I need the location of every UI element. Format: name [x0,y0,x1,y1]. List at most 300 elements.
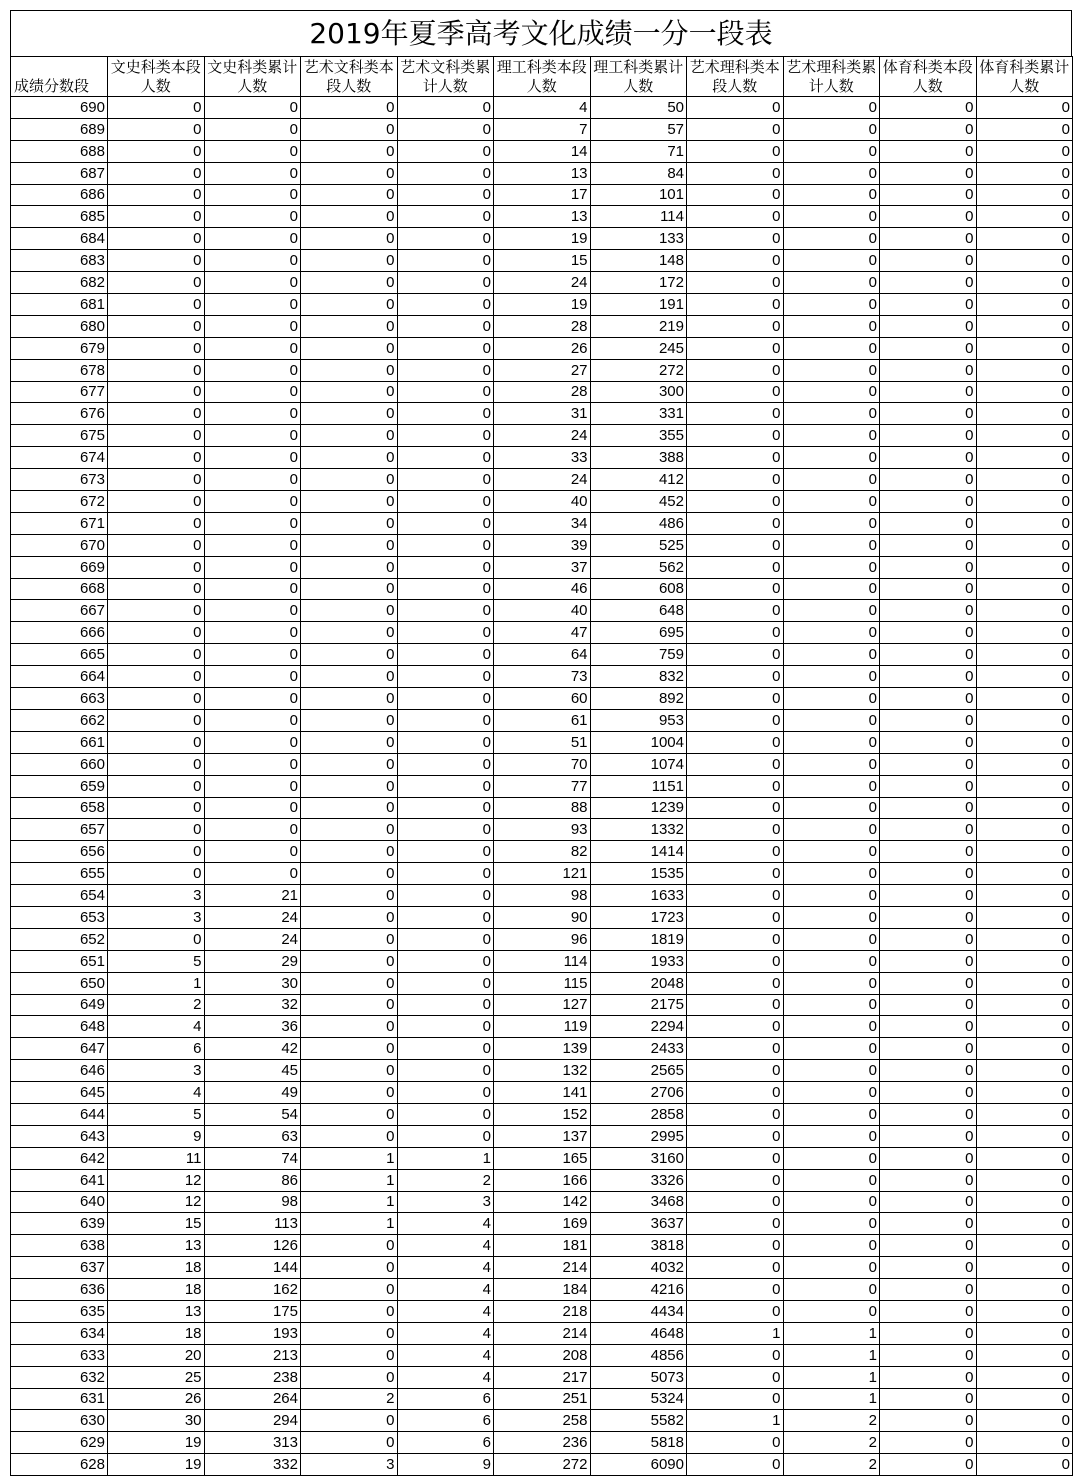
table-row [11,1125,1073,1147]
count-cell: 0 [687,688,784,710]
count-cell: 0 [301,666,398,688]
count-cell: 0 [976,1169,1073,1191]
count-cell: 175 [204,1300,301,1322]
count-cell: 0 [976,1410,1073,1432]
table-row [11,753,1073,775]
count-cell: 0 [880,425,977,447]
count-cell: 213 [204,1344,301,1366]
count-cell: 0 [880,709,977,731]
count-cell: 0 [880,1060,977,1082]
count-cell: 0 [397,797,494,819]
table-row [11,731,1073,753]
score-cell: 675 [11,425,108,447]
count-cell: 0 [976,1279,1073,1301]
score-cell: 648 [11,1016,108,1038]
count-cell: 0 [880,1300,977,1322]
count-cell: 0 [301,118,398,140]
count-cell: 0 [880,1213,977,1235]
count-cell: 0 [976,1103,1073,1125]
count-cell: 0 [783,512,880,534]
count-cell: 0 [976,228,1073,250]
table-row [11,1344,1073,1366]
count-cell: 3 [108,885,205,907]
count-cell: 0 [783,1103,880,1125]
count-cell: 2 [397,1169,494,1191]
count-cell: 0 [976,1235,1073,1257]
count-cell: 3 [301,1454,398,1476]
count-cell: 166 [494,1169,591,1191]
count-cell: 0 [204,644,301,666]
count-cell: 21 [204,885,301,907]
count-cell: 0 [397,863,494,885]
count-cell: 0 [397,731,494,753]
table-row [11,1432,1073,1454]
count-cell: 0 [687,140,784,162]
score-cell: 653 [11,906,108,928]
count-cell: 0 [880,118,977,140]
count-cell: 0 [880,294,977,316]
count-cell: 0 [204,534,301,556]
count-cell: 40 [494,491,591,513]
page-title: 2019年夏季高考文化成绩一分一段表 [10,10,1072,56]
score-cell: 643 [11,1125,108,1147]
count-cell: 96 [494,928,591,950]
table-row [11,250,1073,272]
score-cell: 645 [11,1082,108,1104]
count-cell: 0 [783,447,880,469]
count-cell: 0 [397,381,494,403]
count-cell: 0 [976,863,1073,885]
count-cell: 0 [397,250,494,272]
table-row [11,1103,1073,1125]
table-row [11,600,1073,622]
count-cell: 0 [880,381,977,403]
count-cell: 0 [687,797,784,819]
table-row [11,885,1073,907]
count-cell: 0 [687,1060,784,1082]
count-cell: 0 [397,294,494,316]
count-cell: 0 [301,294,398,316]
count-cell: 0 [687,118,784,140]
count-cell: 0 [687,162,784,184]
count-cell: 6 [397,1388,494,1410]
count-cell: 0 [880,819,977,841]
count-cell: 0 [301,1322,398,1344]
count-cell: 0 [301,731,398,753]
count-cell: 0 [204,512,301,534]
count-cell: 0 [976,1147,1073,1169]
count-cell: 0 [108,578,205,600]
count-cell: 2 [783,1432,880,1454]
count-cell: 0 [301,162,398,184]
count-cell: 0 [397,666,494,688]
count-cell: 0 [687,622,784,644]
count-cell: 0 [397,1103,494,1125]
count-cell: 0 [783,644,880,666]
count-cell: 0 [301,425,398,447]
count-cell: 0 [108,534,205,556]
count-cell: 0 [204,184,301,206]
count-cell: 0 [204,469,301,491]
table-row [11,184,1073,206]
count-cell: 0 [301,447,398,469]
count-cell: 73 [494,666,591,688]
score-cell: 689 [11,118,108,140]
count-cell: 88 [494,797,591,819]
table-row [11,578,1073,600]
count-cell: 18 [108,1322,205,1344]
count-cell: 0 [301,315,398,337]
count-cell: 0 [204,600,301,622]
column-header-art-science-cumulative: 艺术理科类累计人数 [783,57,880,97]
table-row [11,118,1073,140]
score-cell: 649 [11,994,108,1016]
count-cell: 0 [976,775,1073,797]
count-cell: 11 [108,1147,205,1169]
count-cell: 0 [783,994,880,1016]
count-cell: 0 [976,906,1073,928]
count-cell: 0 [301,97,398,119]
count-cell: 208 [494,1344,591,1366]
count-cell: 0 [687,381,784,403]
count-cell: 0 [880,906,977,928]
count-cell: 0 [976,1038,1073,1060]
score-cell: 630 [11,1410,108,1432]
count-cell: 5324 [590,1388,687,1410]
count-cell: 0 [397,950,494,972]
count-cell: 0 [108,644,205,666]
count-cell: 0 [301,403,398,425]
count-cell: 133 [590,228,687,250]
count-cell: 0 [687,228,784,250]
count-cell: 0 [687,272,784,294]
count-cell: 0 [783,1060,880,1082]
count-cell: 54 [204,1103,301,1125]
count-cell: 0 [976,512,1073,534]
count-cell: 0 [687,819,784,841]
count-cell: 9 [397,1454,494,1476]
count-cell: 3468 [590,1191,687,1213]
count-cell: 0 [301,206,398,228]
count-cell: 0 [301,140,398,162]
score-cell: 640 [11,1191,108,1213]
count-cell: 0 [301,228,398,250]
count-cell: 0 [783,184,880,206]
count-cell: 214 [494,1257,591,1279]
count-cell: 0 [880,162,977,184]
count-cell: 608 [590,578,687,600]
count-cell: 2 [783,1454,880,1476]
count-cell: 648 [590,600,687,622]
count-cell: 0 [301,972,398,994]
count-cell: 0 [397,359,494,381]
count-cell: 126 [204,1235,301,1257]
count-cell: 30 [108,1410,205,1432]
count-cell: 0 [880,885,977,907]
score-distribution-sheet [10,10,1072,1476]
count-cell: 0 [976,381,1073,403]
count-cell: 6 [397,1432,494,1454]
count-cell: 60 [494,688,591,710]
count-cell: 0 [687,425,784,447]
count-cell: 0 [687,863,784,885]
count-cell: 0 [301,1038,398,1060]
table-row [11,1454,1073,1476]
count-cell: 5 [108,1103,205,1125]
count-cell: 184 [494,1279,591,1301]
count-cell: 0 [880,1103,977,1125]
count-cell: 0 [301,1082,398,1104]
count-cell: 0 [397,819,494,841]
count-cell: 0 [108,863,205,885]
count-cell: 0 [204,863,301,885]
count-cell: 0 [397,206,494,228]
count-cell: 0 [687,994,784,1016]
table-row [11,972,1073,994]
table-row [11,1082,1073,1104]
count-cell: 0 [880,600,977,622]
count-cell: 0 [204,315,301,337]
count-cell: 0 [783,972,880,994]
count-cell: 30 [204,972,301,994]
count-cell: 50 [590,97,687,119]
score-cell: 655 [11,863,108,885]
count-cell: 2 [108,994,205,1016]
count-cell: 0 [976,600,1073,622]
count-cell: 0 [783,140,880,162]
count-cell: 0 [108,381,205,403]
count-cell: 217 [494,1366,591,1388]
count-cell: 0 [301,1410,398,1432]
count-cell: 137 [494,1125,591,1147]
count-cell: 3 [397,1191,494,1213]
score-cell: 673 [11,469,108,491]
count-cell: 0 [687,1213,784,1235]
count-cell: 2858 [590,1103,687,1125]
table-row [11,644,1073,666]
count-cell: 525 [590,534,687,556]
count-cell: 0 [301,272,398,294]
count-cell: 0 [108,491,205,513]
table-row [11,556,1073,578]
count-cell: 0 [783,731,880,753]
count-cell: 0 [108,184,205,206]
count-cell: 0 [880,272,977,294]
count-cell: 0 [880,688,977,710]
count-cell: 1 [783,1388,880,1410]
count-cell: 0 [397,600,494,622]
count-cell: 1819 [590,928,687,950]
count-cell: 0 [976,885,1073,907]
table-row [11,337,1073,359]
count-cell: 0 [783,688,880,710]
count-cell: 0 [976,731,1073,753]
column-header-score: 成绩分数段 [11,57,108,97]
count-cell: 0 [397,885,494,907]
count-cell: 0 [301,622,398,644]
count-cell: 0 [976,1016,1073,1038]
count-cell: 25 [108,1366,205,1388]
column-header-liberal-arts-cumulative: 文史科类累计人数 [204,57,301,97]
count-cell: 4 [397,1257,494,1279]
count-cell: 219 [590,315,687,337]
count-cell: 2433 [590,1038,687,1060]
count-cell: 0 [976,1300,1073,1322]
count-cell: 0 [880,972,977,994]
count-cell: 1004 [590,731,687,753]
count-cell: 26 [494,337,591,359]
count-cell: 9 [108,1125,205,1147]
count-cell: 0 [301,1300,398,1322]
count-cell: 1 [301,1147,398,1169]
count-cell: 4216 [590,1279,687,1301]
count-cell: 3818 [590,1235,687,1257]
table-row [11,994,1073,1016]
count-cell: 19 [108,1432,205,1454]
count-cell: 12 [108,1191,205,1213]
count-cell: 0 [783,162,880,184]
count-cell: 0 [301,906,398,928]
table-row [11,863,1073,885]
score-cell: 638 [11,1235,108,1257]
table-row [11,403,1073,425]
count-cell: 0 [880,1366,977,1388]
count-cell: 0 [880,797,977,819]
table-row [11,228,1073,250]
score-cell: 634 [11,1322,108,1344]
table-row [11,666,1073,688]
count-cell: 0 [687,447,784,469]
count-cell: 0 [880,1388,977,1410]
count-cell: 0 [397,688,494,710]
table-row [11,162,1073,184]
count-cell: 236 [494,1432,591,1454]
count-cell: 90 [494,906,591,928]
count-cell: 0 [976,578,1073,600]
count-cell: 0 [301,644,398,666]
count-cell: 4 [108,1082,205,1104]
count-cell: 245 [590,337,687,359]
count-cell: 0 [204,337,301,359]
count-cell: 7 [494,118,591,140]
count-cell: 0 [301,1235,398,1257]
count-cell: 0 [880,491,977,513]
count-cell: 5073 [590,1366,687,1388]
count-cell: 0 [108,753,205,775]
count-cell: 0 [976,469,1073,491]
score-cell: 667 [11,600,108,622]
count-cell: 0 [880,1147,977,1169]
count-cell: 0 [880,1344,977,1366]
count-cell: 0 [880,1235,977,1257]
count-cell: 19 [494,294,591,316]
count-cell: 0 [976,97,1073,119]
score-cell: 664 [11,666,108,688]
count-cell: 0 [783,534,880,556]
count-cell: 0 [783,753,880,775]
count-cell: 0 [880,753,977,775]
count-cell: 13 [108,1300,205,1322]
table-row [11,1279,1073,1301]
count-cell: 251 [494,1388,591,1410]
count-cell: 0 [880,1191,977,1213]
count-cell: 0 [687,534,784,556]
count-cell: 0 [204,140,301,162]
count-cell: 82 [494,841,591,863]
count-cell: 0 [687,775,784,797]
count-cell: 0 [976,819,1073,841]
count-cell: 4 [108,1016,205,1038]
table-row [11,709,1073,731]
count-cell: 0 [880,928,977,950]
count-cell: 0 [204,731,301,753]
count-cell: 0 [687,1038,784,1060]
count-cell: 4 [397,1235,494,1257]
count-cell: 1933 [590,950,687,972]
count-cell: 4032 [590,1257,687,1279]
count-cell: 0 [783,622,880,644]
count-cell: 0 [687,885,784,907]
count-cell: 1723 [590,906,687,928]
score-cell: 635 [11,1300,108,1322]
count-cell: 18 [108,1279,205,1301]
count-cell: 0 [397,1016,494,1038]
count-cell: 1 [301,1213,398,1235]
count-cell: 272 [590,359,687,381]
count-cell: 0 [301,928,398,950]
score-cell: 628 [11,1454,108,1476]
count-cell: 0 [783,797,880,819]
count-cell: 0 [397,709,494,731]
count-cell: 0 [204,491,301,513]
count-cell: 0 [976,1322,1073,1344]
count-cell: 0 [301,491,398,513]
count-cell: 0 [204,97,301,119]
count-cell: 181 [494,1235,591,1257]
count-cell: 4 [397,1366,494,1388]
score-cell: 678 [11,359,108,381]
count-cell: 18 [108,1257,205,1279]
score-cell: 637 [11,1257,108,1279]
score-cell: 657 [11,819,108,841]
count-cell: 0 [108,359,205,381]
count-cell: 452 [590,491,687,513]
count-cell: 191 [590,294,687,316]
score-cell: 662 [11,709,108,731]
count-cell: 0 [880,841,977,863]
table-row [11,906,1073,928]
count-cell: 0 [397,928,494,950]
count-cell: 63 [204,1125,301,1147]
count-cell: 0 [301,600,398,622]
count-cell: 0 [783,1235,880,1257]
count-cell: 0 [397,534,494,556]
table-row [11,315,1073,337]
count-cell: 6 [397,1410,494,1432]
table-row [11,447,1073,469]
score-cell: 659 [11,775,108,797]
count-cell: 0 [880,666,977,688]
count-cell: 892 [590,688,687,710]
score-cell: 680 [11,315,108,337]
count-cell: 32 [204,994,301,1016]
count-cell: 0 [976,359,1073,381]
count-cell: 0 [204,272,301,294]
count-cell: 0 [976,206,1073,228]
count-cell: 0 [976,272,1073,294]
count-cell: 0 [687,666,784,688]
count-cell: 218 [494,1300,591,1322]
